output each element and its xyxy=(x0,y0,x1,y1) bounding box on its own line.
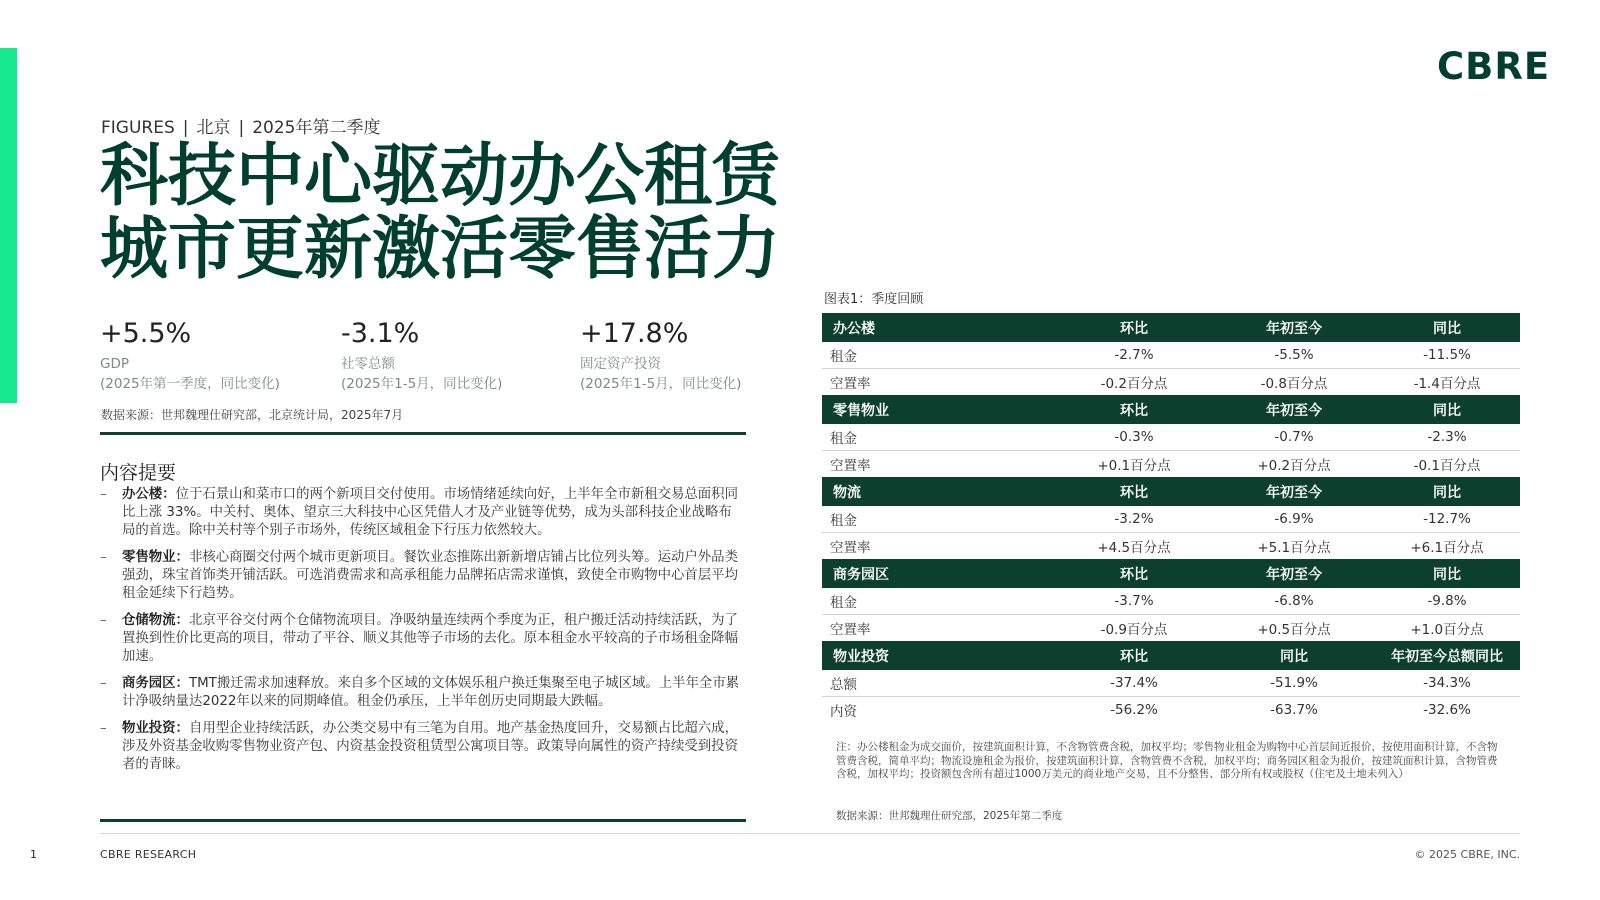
table-cell: +4.5百分点 xyxy=(1097,540,1171,556)
table-cell: -63.7% xyxy=(1270,702,1318,718)
cbre-logo: CBRE xyxy=(1437,45,1551,88)
column-header: 环比 xyxy=(1054,395,1214,424)
section-header-office xyxy=(822,313,1520,342)
summary-item-investment xyxy=(100,720,740,774)
column-header: 环比 xyxy=(1054,641,1214,670)
row-label: 租金 xyxy=(822,424,1054,451)
summary-item-text: TMT搬迁需求加速释放。来自多个区域的文体娱乐租户换迁集聚至电子城区域。上半年全市累计净吸纳量达2022年以来的同期峰值。租金仍承压，上半年创历史同期最大跌幅。 xyxy=(122,676,740,709)
footer-brand: CBRE RESEARCH xyxy=(100,848,197,861)
stat-subtext: (2025年1-5月，同比变化) xyxy=(580,376,742,392)
divider xyxy=(100,432,746,435)
summary-item-head: 办公楼： xyxy=(122,487,176,502)
row-label: 总额 xyxy=(822,670,1054,697)
accent-bar xyxy=(0,48,17,403)
row-label: 空置率 xyxy=(830,540,871,556)
dash-bullet: – xyxy=(100,676,107,691)
stat-fixed-investment xyxy=(580,318,741,394)
table-cell: -0.1百分点 xyxy=(1413,458,1481,474)
table-cell: -0.2百分点 xyxy=(1100,376,1168,392)
table-cell: -12.7% xyxy=(1374,506,1520,533)
column-header: 年初至今 xyxy=(1214,477,1374,506)
eyebrow xyxy=(101,113,381,138)
summary-item-office xyxy=(100,486,740,540)
table-cell: -3.7% xyxy=(1054,588,1214,615)
table-row xyxy=(822,451,1520,478)
table-cell: -37.4% xyxy=(1054,670,1214,697)
table-row xyxy=(822,588,1520,615)
table-row xyxy=(822,424,1520,451)
stat-retail-sales xyxy=(341,318,502,394)
section-name: 零售物业 xyxy=(822,395,1054,424)
summary-item-text: 北京平谷交付两个仓储物流项目。净吸纳量连续两个季度为正，租户搬迁活动持续活跃，为了置换到性价比更高的项目，带动了平谷、顺义其他等子市场的去化。原本租金水平较高的子市场租金降幅加速。 xyxy=(122,613,738,664)
row-label: 空置率 xyxy=(830,622,871,638)
city-label: 北京 xyxy=(196,118,231,138)
table-cell: -5.5% xyxy=(1214,342,1374,369)
column-header: 环比 xyxy=(1054,559,1214,588)
column-header: 环比 xyxy=(1054,477,1214,506)
summary-item-text: 位于石景山和菜市口的两个新项目交付使用。市场情绪延续向好，上半年全市新租交易总面积同比上涨 33%。中关村、奥体、望京三大科技中心区凭借人才及产业链等优势，成为头部科技企业战略布局的首选。除中关村等个别子市场外，传统区域租金下行压力依然较大。 xyxy=(122,487,738,538)
page-title xyxy=(100,137,781,289)
table-cell: +0.2百分点 xyxy=(1257,458,1331,474)
column-header: 同比 xyxy=(1374,313,1520,342)
row-label: 租金 xyxy=(822,506,1054,533)
table-row xyxy=(822,342,1520,369)
table-cell: -51.9% xyxy=(1214,670,1374,697)
dash-bullet: – xyxy=(100,487,107,502)
stat-label: 社零总额 xyxy=(341,356,395,372)
column-header: 年初至今 xyxy=(1214,313,1374,342)
table-cell: +6.1百分点 xyxy=(1410,540,1484,556)
table-cell: -56.2% xyxy=(1110,702,1158,718)
title-line-1: 科技中心驱动办公租赁 xyxy=(100,137,781,216)
column-header: 同比 xyxy=(1374,477,1520,506)
table-cell: -9.8% xyxy=(1374,588,1520,615)
table-cell: +5.1百分点 xyxy=(1257,540,1331,556)
table-cell: -0.9百分点 xyxy=(1100,622,1168,638)
stat-value: -3.1% xyxy=(341,318,420,349)
divider xyxy=(100,819,746,822)
table-cell: -0.7% xyxy=(1214,424,1374,451)
summary-item-text: 自用型企业持续活跃，办公类交易中有三笔为自用。地产基金热度回升，交易额占比超六成，涉及外资基金收购零售物业资产包、内资基金投资租赁型公寓项目等。政策导向属性的资产持续受到投资者的青睐。 xyxy=(122,721,738,772)
table-cell: -1.4百分点 xyxy=(1413,376,1481,392)
stat-label: GDP xyxy=(100,356,129,372)
copyright: © 2025 CBRE, INC. xyxy=(1414,848,1520,861)
separator: | xyxy=(182,118,189,138)
section-header-logistics xyxy=(822,477,1520,506)
stat-label: 固定资产投资 xyxy=(580,356,661,372)
summary-item-head: 商务园区： xyxy=(122,676,189,691)
section-name: 物业投资 xyxy=(822,641,1054,670)
stat-subtext: (2025年1-5月，同比变化) xyxy=(341,376,503,392)
row-label: 空置率 xyxy=(830,376,871,392)
summary-item-business-park xyxy=(100,675,740,711)
stats-source: 数据来源：世邦魏理仕研究部，北京统计局，2025年7月 xyxy=(101,408,404,422)
column-header: 年初至今总额同比 xyxy=(1374,641,1520,670)
stat-gdp xyxy=(100,318,280,394)
footer-divider xyxy=(100,833,1520,834)
column-header: 年初至今 xyxy=(1214,395,1374,424)
table-cell: +0.5百分点 xyxy=(1257,622,1331,638)
table-note: 注：办公楼租金为成交面价，按建筑面积计算，不含物管费含税，加权平均；零售物业租金为购物中心首层间近报价，按使用面积计算，不含物管费含税，简单平均；物流设施租金为报价，按建筑面积计算，含物管费不含税，加权平均；商务园区租金为报价，按建筑面积计算，含物管费含税，加权平均；投资额包含所有超过1000万美元的商业地产交易，且不分整售、部分所有权或股权（住宅及土地未列入） xyxy=(836,741,1498,780)
table-row xyxy=(822,615,1520,642)
dash-bullet: – xyxy=(100,550,107,565)
table-cell: -11.5% xyxy=(1374,342,1520,369)
row-label: 租金 xyxy=(822,588,1054,615)
quarterly-review-table xyxy=(822,313,1520,723)
table-title: 图表1：季度回顾 xyxy=(824,292,924,307)
table-source: 数据来源：世邦魏理仕研究部，2025年第二季度 xyxy=(836,810,1063,822)
summary-item-head: 仓储物流： xyxy=(122,613,189,628)
section-name: 商务园区 xyxy=(822,559,1054,588)
summary-item-text: 非核心商圈交付两个城市更新项目。餐饮业态推陈出新新增店铺占比位列头筹。运动户外品类强劲，珠宝首饰类开铺活跃。可选消费需求和高承租能力品牌拓店需求谨慎，致使全市购物中心首层平均租金延续下行趋势。 xyxy=(122,550,738,601)
section-name: 办公楼 xyxy=(822,313,1054,342)
table-cell: -32.6% xyxy=(1423,702,1471,718)
row-label: 内资 xyxy=(830,704,857,720)
summary-item-logistics xyxy=(100,612,740,666)
table-row xyxy=(822,506,1520,533)
table-row xyxy=(822,697,1520,724)
page-number: 1 xyxy=(30,848,37,861)
row-label: 空置率 xyxy=(830,458,871,474)
table-cell: -3.2% xyxy=(1054,506,1214,533)
column-header: 同比 xyxy=(1214,641,1374,670)
table-cell: -0.8百分点 xyxy=(1260,376,1328,392)
stat-value: +5.5% xyxy=(100,318,192,349)
section-header-retail xyxy=(822,395,1520,424)
table-cell: -2.7% xyxy=(1054,342,1214,369)
table-row xyxy=(822,670,1520,697)
row-label: 租金 xyxy=(822,342,1054,369)
section-header-investment xyxy=(822,641,1520,670)
column-header: 年初至今 xyxy=(1214,559,1374,588)
table-row xyxy=(822,533,1520,560)
stat-value: +17.8% xyxy=(580,318,689,349)
summary-item-head: 零售物业： xyxy=(122,550,189,565)
summary-list xyxy=(100,486,740,783)
table-cell: +1.0百分点 xyxy=(1410,622,1484,638)
column-header: 同比 xyxy=(1374,395,1520,424)
column-header: 同比 xyxy=(1374,559,1520,588)
summary-title: 内容提要 xyxy=(100,462,177,484)
dash-bullet: – xyxy=(100,613,107,628)
stat-subtext: (2025年第一季度，同比变化) xyxy=(100,376,280,392)
table-row xyxy=(822,369,1520,396)
summary-item-head: 物业投资： xyxy=(122,721,189,736)
title-line-2: 城市更新激活零售活力 xyxy=(100,210,781,289)
section-name: 物流 xyxy=(822,477,1054,506)
period-label: 2025年第二季度 xyxy=(252,118,381,138)
dash-bullet: – xyxy=(100,721,107,736)
table-cell: -6.8% xyxy=(1214,588,1374,615)
table-cell: -34.3% xyxy=(1374,670,1520,697)
table-cell: -2.3% xyxy=(1374,424,1520,451)
table-cell: +0.1百分点 xyxy=(1097,458,1171,474)
table-cell: -0.3% xyxy=(1054,424,1214,451)
series-label: FIGURES xyxy=(101,118,175,138)
column-header: 环比 xyxy=(1054,313,1214,342)
separator: | xyxy=(238,118,245,138)
table-cell: -6.9% xyxy=(1214,506,1374,533)
section-header-business-park xyxy=(822,559,1520,588)
summary-item-retail xyxy=(100,549,740,603)
